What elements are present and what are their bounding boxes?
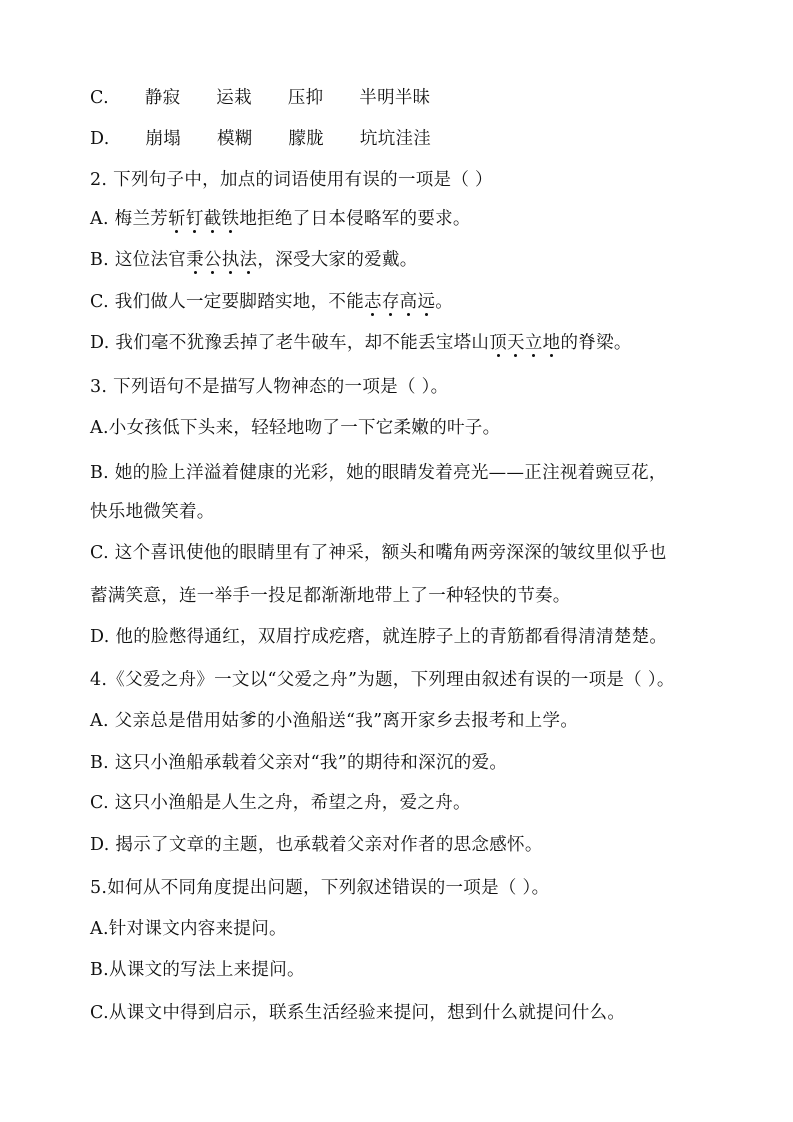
text-segment: A. 父亲总是借用姑爹的小渔船送“我”离开家乡去报考和上学。	[90, 711, 579, 731]
text-segment: 的脊梁。	[560, 333, 632, 353]
question-2	[90, 168, 493, 192]
question-3-option-c	[90, 541, 667, 565]
text-segment: 4.《父爱之舟》一文以“父爱之舟”为题，下列理由叙述有误的一项是（ ）。	[90, 670, 675, 690]
question-4-option-a	[90, 709, 578, 733]
question-3-option-b-cont	[90, 500, 215, 524]
question-5-option-c	[90, 1001, 625, 1025]
text-segment: B. 这位法官	[90, 250, 187, 270]
text-segment: 快乐地微笑着。	[90, 502, 215, 522]
word: 运栽	[216, 88, 252, 108]
question-3	[90, 375, 448, 399]
dotted-phrase	[364, 292, 435, 312]
question-5	[90, 876, 549, 900]
dotted-char: 顶	[489, 333, 508, 353]
word: 朦胧	[288, 129, 325, 149]
dotted-char: 天	[507, 333, 525, 353]
text-segment: 2. 下列句子中，加点的词语使用有误的一项是（ ）	[90, 170, 493, 190]
text-segment: 蓄满笑意，连一举手一投足都渐渐地带上了一种轻快的节奏。	[90, 586, 571, 606]
dotted-char: 远	[417, 292, 436, 312]
text-segment: D. 揭示了文章的主题，也承载着父亲对作者的思念感怀。	[90, 835, 543, 855]
text-segment: B. 这只小渔船承载着父亲对“我”的期待和深沉的爱。	[90, 753, 508, 773]
option-d-words	[90, 127, 461, 151]
text-segment: D. 我们毫不犹豫丢掉了老牛破车，却不能丢宝塔山	[90, 333, 490, 353]
text-segment: A. 梅兰芳	[90, 209, 169, 229]
dotted-phrase	[489, 333, 560, 353]
question-4-option-d	[90, 833, 543, 857]
question-5-option-b	[90, 958, 305, 982]
option-c-words	[90, 86, 460, 110]
question-2-option-d	[90, 331, 632, 355]
question-2-option-c	[90, 290, 453, 314]
dotted-char: 地	[542, 333, 561, 353]
dotted-char: 立	[524, 333, 543, 353]
text-segment: 地拒绝了日本侵略军的要求。	[239, 209, 471, 229]
option-label: D.	[90, 129, 110, 149]
dotted-char: 执	[221, 250, 240, 270]
text-segment: C.从课文中得到启示，联系生活经验来提问，想到什么就提问什么。	[90, 1003, 626, 1023]
dotted-char: 法	[239, 250, 258, 270]
text-segment: B. 她的脸上洋溢着健康的光彩，她的眼睛发着亮光——正注视着豌豆花，	[90, 463, 667, 483]
question-4-option-b	[90, 751, 507, 775]
dotted-char: 截	[203, 209, 222, 229]
text-segment: ，深受大家的爱戴。	[257, 250, 418, 270]
question-4-option-c	[90, 791, 471, 815]
question-3-option-b	[90, 461, 667, 485]
word: 半明半昧	[359, 88, 431, 108]
text-segment: A.小女孩低下头来，轻轻地吻了一下它柔嫩的叶子。	[90, 418, 501, 438]
dotted-char: 秉	[186, 250, 204, 270]
text-segment: 3. 下列语句不是描写人物神态的一项是（ ）。	[90, 377, 449, 397]
word: 压抑	[287, 88, 324, 108]
text-segment: 。	[435, 292, 454, 312]
word: 模糊	[216, 129, 253, 149]
word: 静寂	[144, 88, 181, 108]
dotted-phrase	[186, 250, 257, 270]
text-segment: C. 这只小渔船是人生之舟，希望之舟，爱之舟。	[90, 793, 471, 813]
text-segment: C. 我们做人一定要脚踏实地，不能	[90, 292, 364, 312]
word: 崩塌	[145, 129, 182, 149]
dotted-phrase	[168, 209, 239, 229]
question-5-option-a	[90, 917, 287, 941]
question-3-option-d	[90, 625, 667, 649]
question-3-option-a	[90, 416, 500, 440]
question-2-option-a	[90, 207, 471, 231]
text-segment: B.从课文的写法上来提问。	[90, 960, 305, 980]
text-segment: A.针对课文内容来提问。	[90, 919, 287, 939]
option-label: C.	[90, 88, 109, 108]
dotted-char: 钉	[185, 209, 204, 229]
dotted-char: 存	[381, 292, 400, 312]
question-4	[90, 668, 675, 692]
word: 坑坑洼洼	[359, 129, 432, 149]
question-2-option-b	[90, 248, 418, 272]
question-3-option-c-cont	[90, 584, 571, 608]
dotted-char: 铁	[221, 209, 240, 229]
dotted-char: 斩	[168, 209, 186, 229]
dotted-char: 高	[399, 292, 418, 312]
text-segment: C. 这个喜讯使他的眼睛里有了神采，额头和嘴角两旁深深的皱纹里似乎也	[90, 543, 667, 563]
text-segment: 5.如何从不同角度提出问题，下列叙述错误的一项是（ ）。	[90, 878, 550, 898]
text-segment: D. 他的脸憋得通红，双眉拧成疙瘩，就连脖子上的青筋都看得清清楚楚。	[90, 627, 668, 647]
dotted-char: 志	[364, 292, 382, 312]
dotted-char: 公	[203, 250, 222, 270]
